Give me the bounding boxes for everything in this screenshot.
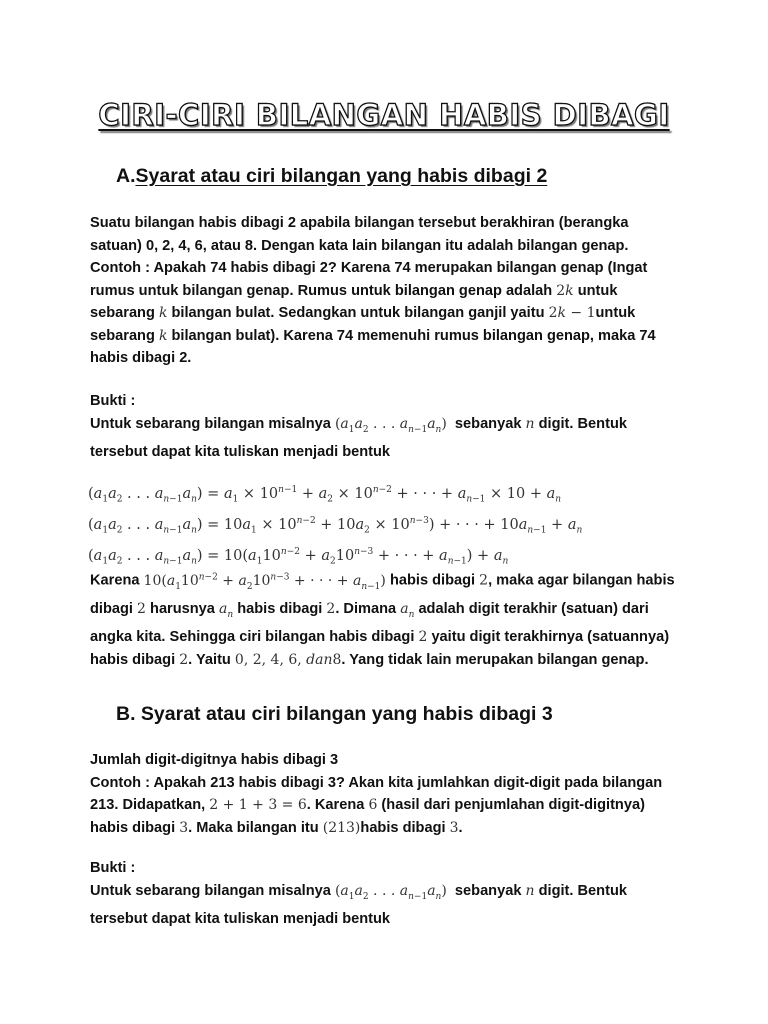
text-line: habis dibagi 2. <box>90 350 192 366</box>
equation-line: ($a_1a_2$ . . . $a_{n-1}a_n) = 10a_1 \times 10^{n-2} + 10a_2 \times 10^{n-3}$) + · · · + $10a_{n-1} + a_n$ <box>88 516 583 536</box>
text-line: dibagi 2 harusnya $a_n$ habis dibagi 2. Dimana $a_n$ adalah digit terakhir (satuan) dari <box>90 600 649 620</box>
text-line: Karena $10(a_110^{n-2} + a_210^{n-3}$ + · · · + $a_{n-1}$) habis dibagi 2, maka agar bilangan habis <box>90 572 675 592</box>
section-a-proof <box>90 390 690 463</box>
text-line: Contoh : Apakah 74 habis dibagi 2? Karena 74 merupakan bilangan genap (Ingat <box>90 260 648 276</box>
text-line: tersebut dapat kita tuliskan menjadi bentuk <box>90 443 391 460</box>
text-line: habis dibagi 2. Yaitu 0, 2, 4, 6, dan8. Yang tidak lain merupakan bilangan genap. <box>90 651 649 668</box>
page-title: CIRI-CIRI BILANGAN HABIS DIBAGI <box>98 98 670 132</box>
proof-label: Bukti : <box>90 860 136 876</box>
text-line: rumus untuk bilangan genap. Rumus untuk bilangan genap adalah 2k untuk <box>90 282 618 299</box>
text-line: Untuk sebarang bilangan misalnya ($a_1a_2$ . . . $a_{n-1}a_n$) sebanyak n digit. Bentuk <box>90 415 627 435</box>
equation-line: ($a_1a_2$ . . . $a_{n-1}a_n) = a_1 \times 10^{n-1} + a_2 \times 10^{n-2}$ + · · · + $a_{n-1} \times 10 + a_n$ <box>88 485 562 505</box>
section-a-body <box>90 212 690 370</box>
text-line: habis dibagi 3. Maka bilangan itu (213)habis dibagi 3. <box>90 819 463 836</box>
text-line: Suatu bilangan habis dibagi 2 apabila bilangan tersebut berakhiran (berangka <box>90 215 629 231</box>
section-a-conclusion <box>90 566 690 671</box>
text-line: angka kita. Sehingga ciri bilangan habis dibagi 2 yaitu digit terakhirnya (satuannya) <box>90 629 670 646</box>
text-line: Untuk sebarang bilangan misalnya ($a_1a_2$ . . . $a_{n-1}a_n$) sebanyak n digit. Bentuk <box>90 882 627 902</box>
equation-line: ($a_1a_2$ . . . $a_{n-1}a_n) = 10(a_110^{n-2} + a_210^{n-3}$ + · · · + $a_{n-1}) + a_n$ <box>88 547 509 568</box>
text-line: Jumlah digit-digitnya habis dibagi 3 <box>90 752 339 768</box>
equation-block <box>88 480 582 574</box>
section-b-body <box>90 749 690 839</box>
text-line: sebarang k bilangan bulat). Karena 74 memenuhi rumus bilangan genap, maka 74 <box>90 327 656 344</box>
text-line: 213. Didapatkan, 2 + 1 + 3 = 6. Karena 6 (hasil dari penjumlahan digit-digitnya) <box>90 797 645 813</box>
section-b-heading: B. Syarat atau ciri bilangan yang habis dibagi 3 <box>116 703 553 725</box>
text-line: tersebut dapat kita tuliskan menjadi bentuk <box>90 910 391 927</box>
text-line: Contoh : Apakah 213 habis dibagi 3? Akan kita jumlahkan digit-digit pada bilangan <box>90 774 663 791</box>
proof-label: Bukti : <box>90 393 136 409</box>
text-line: sebarang k bilangan bulat. Sedangkan untuk bilangan ganjil yaitu 2k − 1untuk <box>90 305 636 321</box>
section-a-heading: A.Syarat atau ciri bilangan yang habis dibagi 2 <box>116 165 548 187</box>
section-b-proof <box>90 857 690 930</box>
text-line: satuan) 0, 2, 4, 6, atau 8. Dengan kata lain bilangan itu adalah bilangan genap. <box>90 237 629 254</box>
